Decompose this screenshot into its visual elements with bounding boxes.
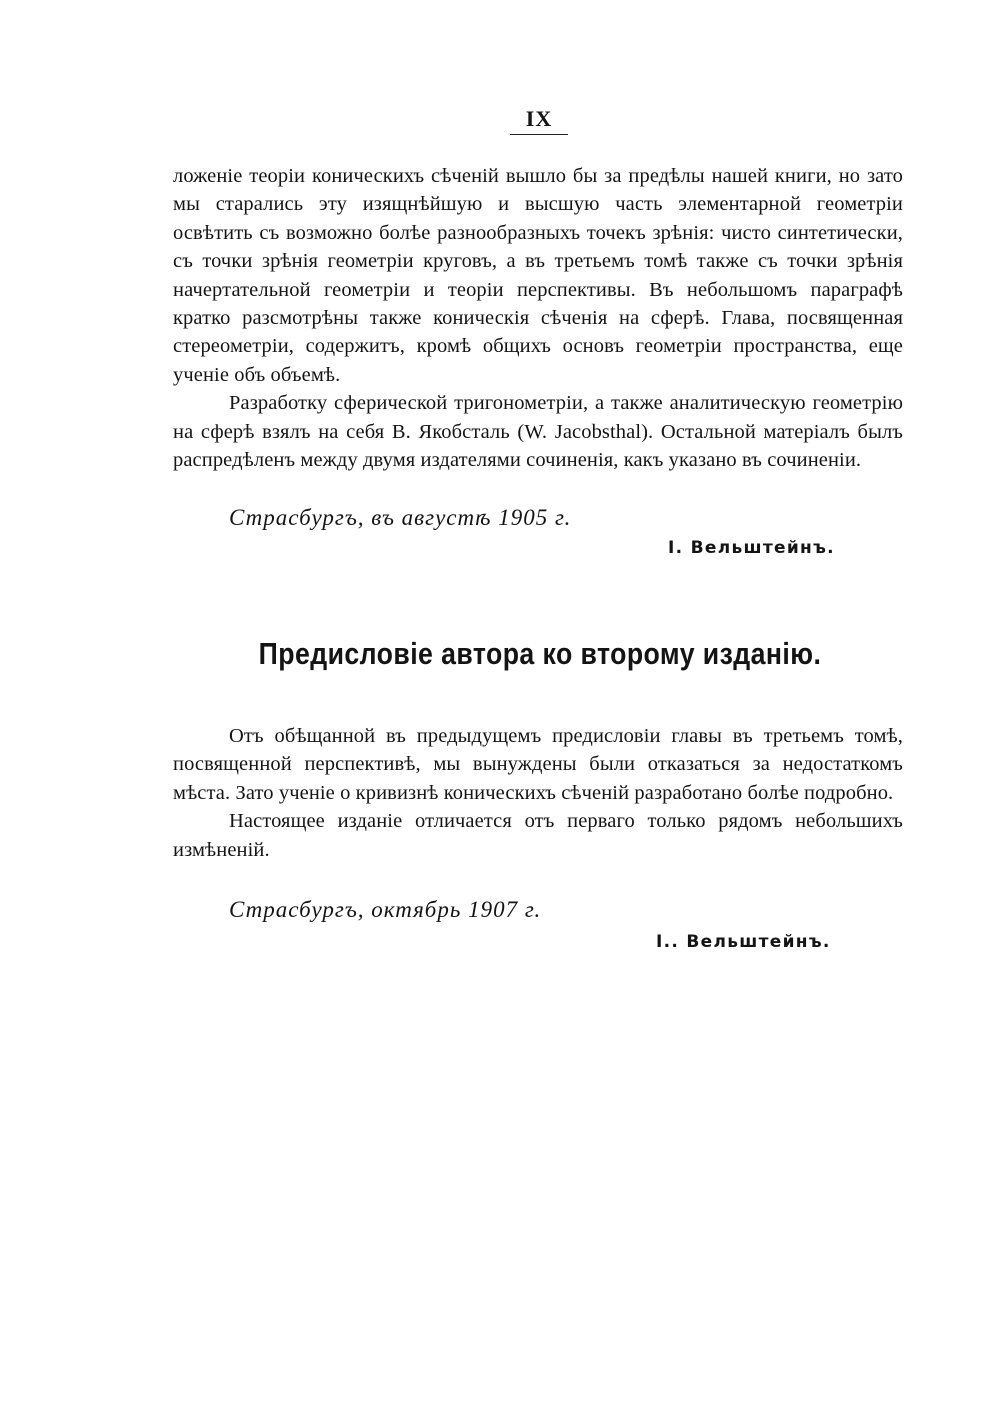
preface-1-place-date: Страсбургъ, въ августѣ 1905 г. — [229, 505, 572, 530]
preface-2-place-date: Страсбургъ, октябрь 1907 г. — [229, 897, 542, 922]
page-number: IX — [510, 106, 568, 135]
preface-1-paragraph-1: ложеніе теоріи коническихъ сѣченій вышло бы за предѣлы нашей книги, но зато мы старались эту изящнѣйшую и высшую часть элементарной геометріи освѣтить съ возможно болѣе разнообразныхъ точекъ зрѣнія: чисто синтетически, съ точки зрѣнія геометріи круговъ, а въ третьемъ томѣ также съ точки зрѣнія начертательной геометріи и теоріи перспективы. Въ небольшомъ параграфѣ кратко разсмотрѣны также коническія сѣченія на сферѣ. Глава, посвященная стереометріи, содержитъ, кромѣ общихъ основъ геометріи пространства, еще ученіе объ объемѣ. — [173, 165, 903, 386]
preface-2-paragraph-2: Настоящее изданіе отличается отъ перваго только рядомъ небольшихъ измѣненій. — [173, 810, 903, 861]
preface-2-paragraph-1: Отъ обѣщанной въ предыдущемъ предисловіи главы въ третьемъ томѣ, посвященной перспективѣ, мы вынуждены были отказаться за недостаткомъ мѣста. Зато ученіе о кривизнѣ коническихъ сѣченій разработано болѣе подробно. — [173, 725, 903, 804]
preface-1-signature: I. Вельштейнъ. — [668, 538, 835, 558]
preface-1-paragraph-2: Разработку сферической тригонометріи, а также аналитическую геометрію на сферѣ взялъ на себя В. Якобсталь (W. Jacobsthal). Остальной матеріалъ былъ распредѣленъ между двумя издателями сочиненія, какъ указано въ сочиненіи. — [173, 392, 903, 472]
second-edition-preface-heading: Предисловіе автора ко второму изданію. — [258, 636, 822, 671]
preface-2-body — [173, 722, 903, 864]
preface-2-signature: I.. Вельштейнъ. — [656, 932, 831, 952]
preface-1-body — [173, 162, 903, 474]
